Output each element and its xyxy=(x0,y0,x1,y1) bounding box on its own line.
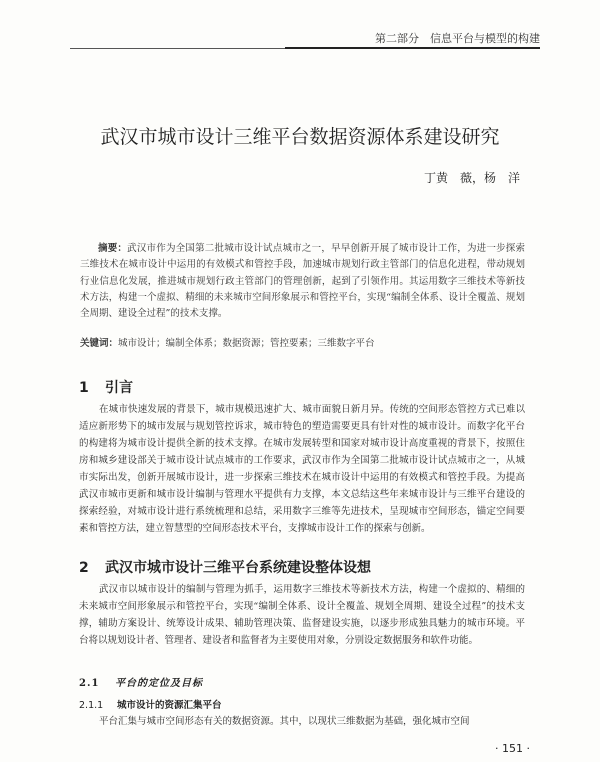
abstract xyxy=(80,241,525,322)
section-heading xyxy=(79,557,371,577)
section-paragraph: 在城市快速发展的背景下，城市规模迅速扩大、城市面貌日新月异。传统的空间形态管控方式已难以适应新形势下的城市发展与规划管控诉求，城市特色的塑造需要更具有针对性的城市设计。而数字化平台的构建将为城市设计提供全新的技术支撑。在城市发展转型和国家对城市设计高度重视的背景下，按照住房和城乡建设部关于城市设计试点城市的工作要求，武汉市作为全国第二批城市设计试点城市之一，从城市实际出发，创新开展城市设计，进一步探索三维技术在城市设计中运用的有效模式和管控手段。为提高武汉市城市更新和城市设计编制与管理水平提供有力支撑，本文总结这些年来城市设计与三维平台建设的探索经验，对城市设计进行系统梳理和总结，采用数字三维等先进技术，呈现城市空间形态，锚定空间要素和管控方法，建立智慧型的空间形态技术平台，支撑城市设计工作的探索与创新。 xyxy=(79,404,525,534)
section-heading xyxy=(79,377,133,397)
paper-title: 武汉市城市设计三维平台数据资源体系建设研究 xyxy=(100,126,500,148)
authors: 丁黄 薇，杨 洋 xyxy=(423,171,520,185)
section-number: 2 xyxy=(79,560,89,576)
section-paragraph: 平台汇集与城市空间形态有关的数据资源。其中，以现状三维数据为基础，强化城市空间 xyxy=(99,716,470,727)
abstract-text: 武汉市作为全国第二批城市设计试点城市之一，早早创新开展了城市设计工作，为进一步探索三维技术在城市设计中运用的有效模式和管控手段，加速城市规划行政主管部门的信息化进程，带动规划行业信息化发展，推进城市规划行政主管部门的管理创新，起到了引领作用。其运用数字三维技术等新技术方法，构建一个虚拟、精细的未来城市空间形象展示和管控平台，实现“编制全体系、设计全覆盖、规划全周期、建设全过程”的技术支撑。 xyxy=(80,243,525,320)
section-title: 引言 xyxy=(105,380,133,396)
subsection-heading xyxy=(79,674,203,689)
subsubsection-heading xyxy=(79,697,222,711)
subsection-title: 平台的定位及目标 xyxy=(115,678,203,689)
keywords xyxy=(80,335,540,349)
section-number: 1 xyxy=(79,380,89,396)
abstract-label: 摘要： xyxy=(98,243,128,254)
subsection-number: 2.1 xyxy=(79,678,100,689)
subsubsection-title: 城市设计的资源汇集平台 xyxy=(117,700,222,711)
subsubsection-number: 2.1.1 xyxy=(79,700,104,711)
page-number: · 151 · xyxy=(495,742,530,755)
section-paragraph: 武汉市以城市设计的编制与管理为抓手，运用数字三维技术等新技术方法，构建一个虚拟的、精细的未来城市空间形象展示和管控平台，实现“编制全体系、设计全覆盖、规划全周期、建设全过程”的技术支撑，辅助方案设计、统筹设计成果、辅助管理决策、监督建设实施，以逐步形成独具魅力的城市环境。平台将以规划设计者、管理者、建设者和监督者为主要使用对象，分别设定数据服务和软件功能。 xyxy=(79,584,525,646)
header-rule-accent xyxy=(285,47,540,49)
section-title: 武汉市城市设计三维平台系统建设整体设想 xyxy=(105,560,371,576)
running-header: 第二部分 信息平台与模型的构建 xyxy=(375,32,540,45)
keywords-label: 关键词： xyxy=(80,338,119,349)
keywords-text: 城市设计；编制全体系；数据资源；管控要素；三维数字平台 xyxy=(118,338,375,349)
